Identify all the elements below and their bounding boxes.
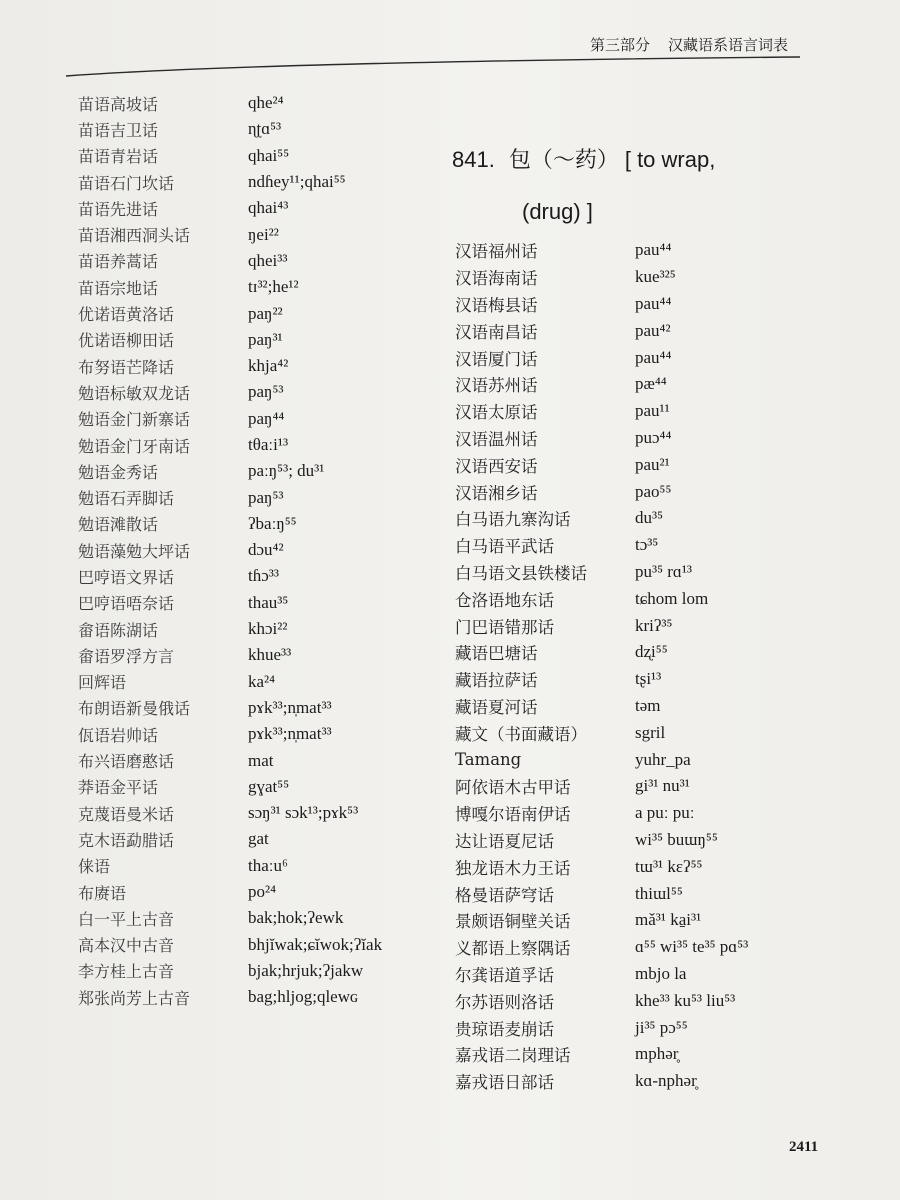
language-name: 藏语拉萨话 — [455, 671, 538, 691]
word-entry-row — [78, 537, 382, 563]
word-entry-row — [78, 826, 382, 852]
language-name: 汉语南昌话 — [455, 322, 538, 342]
entry-number: 841. — [452, 147, 495, 172]
language-name: 门巴语错那话 — [455, 617, 554, 637]
language-name: 高本汉中古音 — [78, 936, 175, 956]
language-name: 汉语西安话 — [455, 456, 538, 476]
entry-headword: 包（～药） — [508, 147, 619, 172]
language-name: 俫语 — [78, 857, 111, 877]
word-entry-row — [78, 721, 382, 747]
word-form: paːŋ⁵³; du³¹ — [248, 461, 325, 481]
word-form: pao⁵⁵ — [635, 481, 672, 501]
word-entry-row — [455, 1014, 748, 1041]
word-form: yuhr_pa — [635, 749, 691, 769]
word-entry-row — [78, 905, 382, 931]
word-form: təm — [635, 695, 661, 715]
language-name: 莽语金平话 — [78, 778, 159, 798]
word-form: tɪ³²;he¹² — [248, 277, 299, 297]
word-entry-row — [455, 800, 748, 827]
language-name: 汉语苏州话 — [455, 376, 538, 396]
word-form: ka²⁴ — [248, 671, 276, 691]
language-name: 勉语滩散话 — [78, 515, 159, 535]
word-entry-row — [78, 458, 382, 484]
language-name: 巴哼语文界话 — [78, 567, 175, 587]
word-entry-row — [78, 932, 382, 958]
word-form: pau⁴² — [635, 320, 671, 340]
language-name: 藏语夏河话 — [455, 697, 538, 717]
word-form: pau⁴⁴ — [635, 240, 672, 260]
language-name: 藏语巴塘话 — [455, 644, 538, 664]
word-entry-row — [455, 344, 748, 371]
word-entry-row — [455, 585, 748, 612]
word-entry-row — [455, 934, 748, 961]
language-name: 汉语温州话 — [455, 429, 538, 449]
word-form: pau⁴⁴ — [635, 347, 672, 367]
language-name: 汉语厦门话 — [455, 349, 538, 369]
word-form: bag;hljog;qlewɢ — [248, 987, 358, 1007]
word-entry-row — [455, 317, 748, 344]
word-entry-row — [78, 747, 382, 773]
word-form: po²⁴ — [248, 882, 277, 902]
header-part: 第三部分 — [590, 36, 651, 54]
word-form: mbjo la — [635, 963, 687, 983]
language-name: 白一平上古音 — [78, 909, 175, 929]
word-entry-row — [455, 505, 748, 532]
word-entry-row — [455, 237, 748, 264]
language-name: 汉语湘乡话 — [455, 483, 538, 503]
language-name: 苗语先进话 — [78, 199, 159, 219]
word-entry-row — [78, 853, 382, 879]
word-form: thaːu⁶ — [248, 855, 288, 875]
language-name: 李方桂上古音 — [78, 962, 175, 982]
language-name: 义都语上察隅话 — [455, 939, 571, 959]
word-entry-row — [78, 274, 382, 300]
language-name: 嘉戎语二岗理话 — [455, 1046, 571, 1066]
language-name: Tamang — [455, 750, 522, 770]
word-form: pɤk³³;n̩mat³³ — [248, 724, 332, 744]
word-entry-row — [78, 432, 382, 458]
word-form: sgril — [635, 722, 666, 742]
word-form: qhe²⁴ — [248, 93, 284, 113]
right-word-list — [455, 237, 748, 1095]
language-name: 汉语福州话 — [455, 242, 538, 262]
language-name: 嘉戎语日部话 — [455, 1073, 554, 1093]
word-entry-row — [78, 958, 382, 984]
language-name: 汉语太原话 — [455, 403, 538, 423]
page-number: 2411 — [789, 1139, 819, 1155]
language-name: 格曼语萨穹话 — [455, 885, 554, 905]
header-rule-line — [66, 57, 800, 76]
word-entry-row — [78, 300, 382, 326]
word-entry-row — [455, 532, 748, 559]
language-name: 汉语海南话 — [455, 269, 538, 289]
word-form: du³⁵ — [635, 508, 664, 528]
entry-gloss-start: [ to wrap, — [624, 147, 716, 172]
word-form: gi³¹ nu³¹ — [635, 776, 690, 796]
word-form: tɔ³⁵ — [635, 535, 659, 555]
header-title: 汉藏语系语言词表 — [668, 36, 789, 54]
word-form: wi³⁵ buɯŋ⁵⁵ — [635, 829, 718, 849]
language-name: 郑张尚芳上古音 — [78, 988, 191, 1008]
word-form: paŋ⁵³ — [248, 487, 284, 507]
word-form: dʐi⁵⁵ — [635, 642, 668, 662]
word-form: dɔu⁴² — [248, 540, 284, 560]
language-name: 畲语陈湖话 — [78, 620, 159, 640]
word-form: tɕhom lom — [635, 588, 709, 608]
language-name: 景颇语铜壁关话 — [455, 912, 571, 932]
word-form: kriʔ³⁵ — [635, 615, 673, 635]
word-entry-row — [455, 666, 748, 693]
word-entry-row — [455, 880, 748, 907]
word-entry-row — [78, 116, 382, 142]
language-name: 阿依语木古甲话 — [455, 778, 571, 798]
word-entry-row — [78, 143, 382, 169]
word-entry-row — [455, 1068, 748, 1095]
language-name: 白马语平武话 — [455, 537, 554, 557]
language-name: 达让语夏尼话 — [455, 831, 554, 851]
entry-gloss-end: (drug) ] — [522, 199, 593, 224]
word-entry-row — [455, 961, 748, 988]
word-entry-row — [78, 695, 382, 721]
word-form: pau¹¹ — [635, 401, 670, 421]
word-entry-row — [455, 425, 748, 452]
word-entry-row — [455, 827, 748, 854]
language-name: 藏文（书面藏语） — [455, 724, 587, 744]
language-name: 苗语石门坎话 — [78, 173, 175, 193]
word-form: khue³³ — [248, 645, 292, 665]
word-form: qhei³³ — [248, 250, 288, 270]
word-entry-row — [455, 1041, 748, 1068]
left-word-list — [78, 90, 382, 1010]
word-form: ʔbaːŋ⁵⁵ — [248, 513, 297, 533]
word-form: khɔi²² — [248, 619, 288, 639]
word-entry-row — [455, 264, 748, 291]
language-name: 畲语罗浮方言 — [78, 646, 175, 666]
language-name: 苗语青岩话 — [78, 147, 159, 167]
language-name: 汉语梅县话 — [455, 295, 538, 315]
word-entry-row — [455, 746, 748, 773]
word-form: tɯ³¹ kɛʔ⁵⁵ — [635, 856, 703, 876]
header-rule — [0, 0, 900, 100]
word-form: tθaːi¹³ — [248, 435, 289, 454]
word-entry-row — [78, 563, 382, 589]
language-name: 克木语勐腊话 — [78, 830, 175, 850]
word-form: pɤk³³;n̩mat³³ — [248, 697, 332, 717]
word-form: ŋei²² — [248, 224, 279, 244]
word-entry-row — [78, 406, 382, 432]
word-entry-row — [78, 642, 382, 668]
word-entry-row — [455, 291, 748, 318]
word-form: paŋ²² — [248, 303, 283, 323]
word-form: pau²¹ — [635, 454, 670, 474]
word-entry-row — [455, 478, 748, 505]
word-form: kɑ-nphər̥ — [635, 1071, 697, 1091]
word-form: thiɯl⁵⁵ — [635, 883, 683, 903]
word-entry-row — [78, 484, 382, 510]
language-name: 优诺语柳田话 — [78, 331, 175, 351]
language-name: 布努语芒降话 — [78, 357, 175, 377]
word-form: qhai⁴³ — [248, 198, 289, 218]
entry-heading-continued — [522, 198, 593, 226]
word-form: bjak;hrjuk;ʔjakw — [248, 960, 364, 980]
word-form: sɔŋ³¹ sɔk¹³;pɤk⁵³ — [248, 803, 359, 823]
word-entry-row — [78, 616, 382, 642]
word-entry-row — [455, 451, 748, 478]
word-form: a puː puː — [635, 803, 695, 823]
language-name: 回辉语 — [78, 673, 127, 693]
language-name: 勉语金秀话 — [78, 462, 159, 482]
word-form: khja⁴² — [248, 356, 289, 376]
language-name: 布兴语磨憨话 — [78, 752, 175, 772]
word-entry-row — [78, 327, 382, 353]
language-name: 仓洛语地东话 — [455, 590, 554, 610]
word-form: pau⁴⁴ — [635, 293, 672, 313]
word-entry-row — [78, 879, 382, 905]
language-name: 佤语岩帅话 — [78, 725, 159, 745]
word-entry-row — [78, 774, 382, 800]
word-entry-row — [455, 371, 748, 398]
language-name: 苗语高坡话 — [78, 94, 159, 114]
word-form: mphər̥ — [635, 1044, 679, 1064]
language-name: 勉语标敏双龙话 — [78, 383, 191, 403]
word-entry-row — [455, 639, 748, 666]
language-name: 白马语九寨沟话 — [455, 510, 571, 530]
word-entry-row — [455, 987, 748, 1014]
word-entry-row — [455, 559, 748, 586]
language-name: 独龙语木力王话 — [455, 858, 571, 878]
word-entry-row — [78, 195, 382, 221]
language-name: 勉语金门牙南话 — [78, 436, 191, 456]
word-entry-row — [78, 221, 382, 247]
word-form: thau³⁵ — [248, 592, 289, 612]
word-entry-row — [455, 693, 748, 720]
word-form: paŋ³¹ — [248, 329, 283, 349]
word-entry-row — [455, 612, 748, 639]
language-name: 苗语宗地话 — [78, 278, 159, 298]
language-name: 贵琼语麦崩话 — [455, 1019, 554, 1039]
language-name: 苗语养蒿话 — [78, 252, 159, 272]
word-form: khe³³ ku⁵³ liu⁵³ — [635, 990, 736, 1010]
word-entry-row — [455, 907, 748, 934]
language-name: 勉语石弄脚话 — [78, 489, 175, 509]
word-entry-row — [78, 248, 382, 274]
word-entry-row — [78, 669, 382, 695]
word-form: pu³⁵ rɑ¹³ — [635, 561, 693, 581]
word-form: puɔ⁴⁴ — [635, 427, 672, 447]
language-name: 优诺语黄洛话 — [78, 305, 175, 325]
word-form: mǎ³¹ ka̱i³¹ — [635, 910, 702, 930]
word-form: gɣat⁵⁵ — [248, 776, 290, 796]
language-name: 尔苏语则洛话 — [455, 992, 554, 1012]
word-entry-row — [78, 379, 382, 405]
word-entry-row — [78, 590, 382, 616]
word-entry-row — [78, 984, 382, 1010]
language-name: 尔龚语道孚话 — [455, 965, 554, 985]
word-form: qhai⁵⁵ — [248, 145, 290, 165]
word-form: bhjĭwak;ɕĭwok;ʔĭak — [248, 934, 383, 954]
word-form: gat — [248, 829, 269, 849]
language-name: 克蔑语曼米话 — [78, 804, 175, 824]
word-entry-row — [78, 353, 382, 379]
word-form: tʂi¹³ — [635, 669, 662, 689]
language-name: 苗语湘西洞头话 — [78, 226, 191, 246]
word-entry-row — [455, 398, 748, 425]
word-entry-row — [78, 90, 382, 116]
word-entry-row — [78, 800, 382, 826]
word-form: tɦɔ³³ — [248, 566, 279, 586]
entry-heading — [452, 146, 715, 174]
word-entry-row — [78, 169, 382, 195]
word-form: ndɦey¹¹;qhai⁵⁵ — [248, 172, 346, 192]
word-form: paŋ⁴⁴ — [248, 408, 285, 428]
language-name: 苗语吉卫话 — [78, 120, 159, 140]
word-entry-row — [455, 853, 748, 880]
word-entry-row — [78, 511, 382, 537]
language-name: 博嘎尔语南伊话 — [455, 805, 571, 825]
language-name: 布朗语新曼俄话 — [78, 699, 191, 719]
language-name: 布赓语 — [78, 883, 127, 903]
language-name: 巴哼语唔奈话 — [78, 594, 175, 614]
word-entry-row — [455, 719, 748, 746]
language-name: 勉语藻勉大坪话 — [78, 541, 191, 561]
word-form: bak;hok;ʔewk — [248, 908, 344, 928]
language-name: 白马语文县铁楼话 — [455, 563, 587, 583]
word-entry-row — [455, 773, 748, 800]
word-form: ɑ⁵⁵ wi³⁵ te³⁵ pɑ⁵³ — [635, 937, 749, 957]
word-form: ɳʈɑ⁵³ — [248, 119, 282, 139]
language-name: 勉语金门新寨话 — [78, 410, 191, 430]
word-form: paŋ⁵³ — [248, 382, 284, 402]
word-form: kue³²⁵ — [635, 267, 676, 287]
word-form: ji³⁵ pɔ⁵⁵ — [635, 1017, 688, 1037]
word-form: pæ⁴⁴ — [635, 374, 667, 394]
word-form: mat — [248, 750, 274, 770]
